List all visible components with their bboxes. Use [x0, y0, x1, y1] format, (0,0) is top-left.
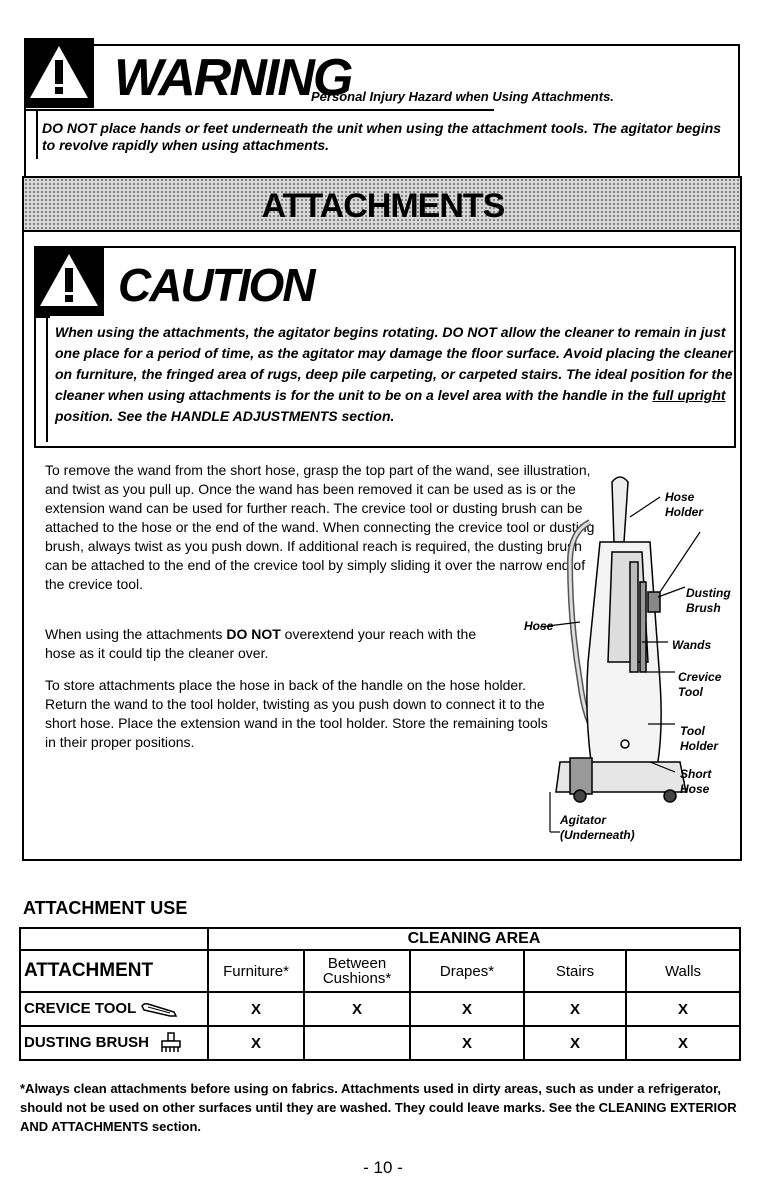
label-wands: Wands [672, 638, 712, 652]
cell: X [626, 1026, 740, 1060]
cell: X [304, 992, 410, 1026]
warning-title: WARNING [114, 49, 352, 107]
attachment-use-title: ATTACHMENT USE [23, 898, 188, 918]
attachment-use-table [19, 927, 741, 1061]
label-crevice-tool: Crevice Tool [678, 670, 722, 699]
table-row [20, 1026, 740, 1060]
warning-subtitle: Personal Injury Hazard when Using Attachments. [311, 89, 614, 104]
instructions-paragraph-2 [45, 625, 495, 663]
crevice-tool-icon [140, 1002, 178, 1018]
row-crevice-tool: CREVICE TOOL [20, 992, 208, 1026]
cell [304, 1026, 410, 1060]
caution-inner-rule [46, 318, 48, 442]
cell: X [524, 1026, 626, 1060]
cell: X [410, 992, 524, 1026]
label-agitator: Agitator (Underneath) [560, 813, 635, 842]
warning-text: DO NOT place hands or feet underneath the unit when using the attachment tools. The agitator begins to revolve rapidly when using attachments. [42, 120, 722, 153]
col-drapes: Drapes* [410, 950, 524, 992]
cell: X [410, 1026, 524, 1060]
cell: X [626, 992, 740, 1026]
dusting-brush-icon [159, 1032, 183, 1054]
attachment-header: ATTACHMENT [20, 950, 208, 992]
label-dusting-brush: Dusting Brush [686, 586, 731, 615]
caution-text [55, 322, 733, 427]
instructions-paragraph-1: To remove the wand from the short hose, grasp the top part of the wand, see illustration, and twist as you pull up. Once the wand has been removed it can be used as is or the extension wand can be used for further reach. The crevice tool or dusting brush can be attached to the hose or the end of the wand. When connecting the crevice tool or dusting brush, always twist as you push down. If additional reach is required, the dusting brush can be attached to the end of the crevice tool by simply sliding it over the narrow end of the crevice tool. [45, 462, 595, 592]
warning-divider [24, 109, 494, 111]
para2-post: overextend your reach with the hose as it could tip the cleaner over. [45, 626, 477, 661]
col-stairs: Stairs [524, 950, 626, 992]
col-furniture: Furniture* [208, 950, 304, 992]
footnote: *Always clean attachments before using on fabrics. Attachments used in dirty areas, such as under a refrigerator, should not be used on other surfaces until they are washed. They could leave marks. See the CLEANING EXTERIOR AND ATTACHMENTS section. [20, 1081, 737, 1134]
label-short-hose: Short Hose [680, 767, 712, 796]
cell: X [524, 992, 626, 1026]
page-number: - 10 - [363, 1158, 403, 1177]
full-upright-link: full upright [652, 387, 726, 403]
row-dusting-brush: DUSTING BRUSH [20, 1026, 208, 1060]
caution-title: CAUTION [118, 259, 314, 311]
para2-pre: When using the attachments [45, 626, 227, 642]
para2-bold: DO NOT [226, 626, 281, 642]
col-between-cushions: Between Cushions* [304, 950, 410, 992]
label-hose: Hose [524, 619, 554, 633]
cell: X [208, 1026, 304, 1060]
caution-text-part2: position. See the HANDLE ADJUSTMENTS section. [55, 408, 395, 424]
attachments-heading: ATTACHMENTS [261, 187, 505, 225]
table-row [20, 992, 740, 1026]
label-tool-holder: Tool Holder [680, 724, 719, 753]
caution-icon [34, 246, 104, 316]
cell: X [208, 992, 304, 1026]
label-hose-holder: Hose Holder [665, 490, 704, 519]
col-walls: Walls [626, 950, 740, 992]
warning-inner-rule [36, 111, 38, 159]
caution-text-part1: When using the attachments, the agitator begins rotating. DO NOT allow the cleaner to remain in just one place for a period of time, as the agitator may damage the floor surface. Avoid placing the cleaner on furniture, the fringed area of rugs, deep pile carpeting, or carpeted stairs. The ideal position for the cleaner when using attachments is for the unit to be on a level area with the handle in the [55, 324, 733, 403]
instructions-paragraph-3: To store attachments place the hose in back of the handle on the hose holder. Return the wand to the tool holder, twisting as you push down to connect it to the short hose. Place the extension wand in the tool holder. Store the remaining tools in their proper positions. [45, 677, 548, 750]
cleaning-area-header: CLEANING AREA [208, 928, 740, 950]
empty-header-cell [20, 928, 208, 950]
warning-icon [24, 38, 94, 108]
